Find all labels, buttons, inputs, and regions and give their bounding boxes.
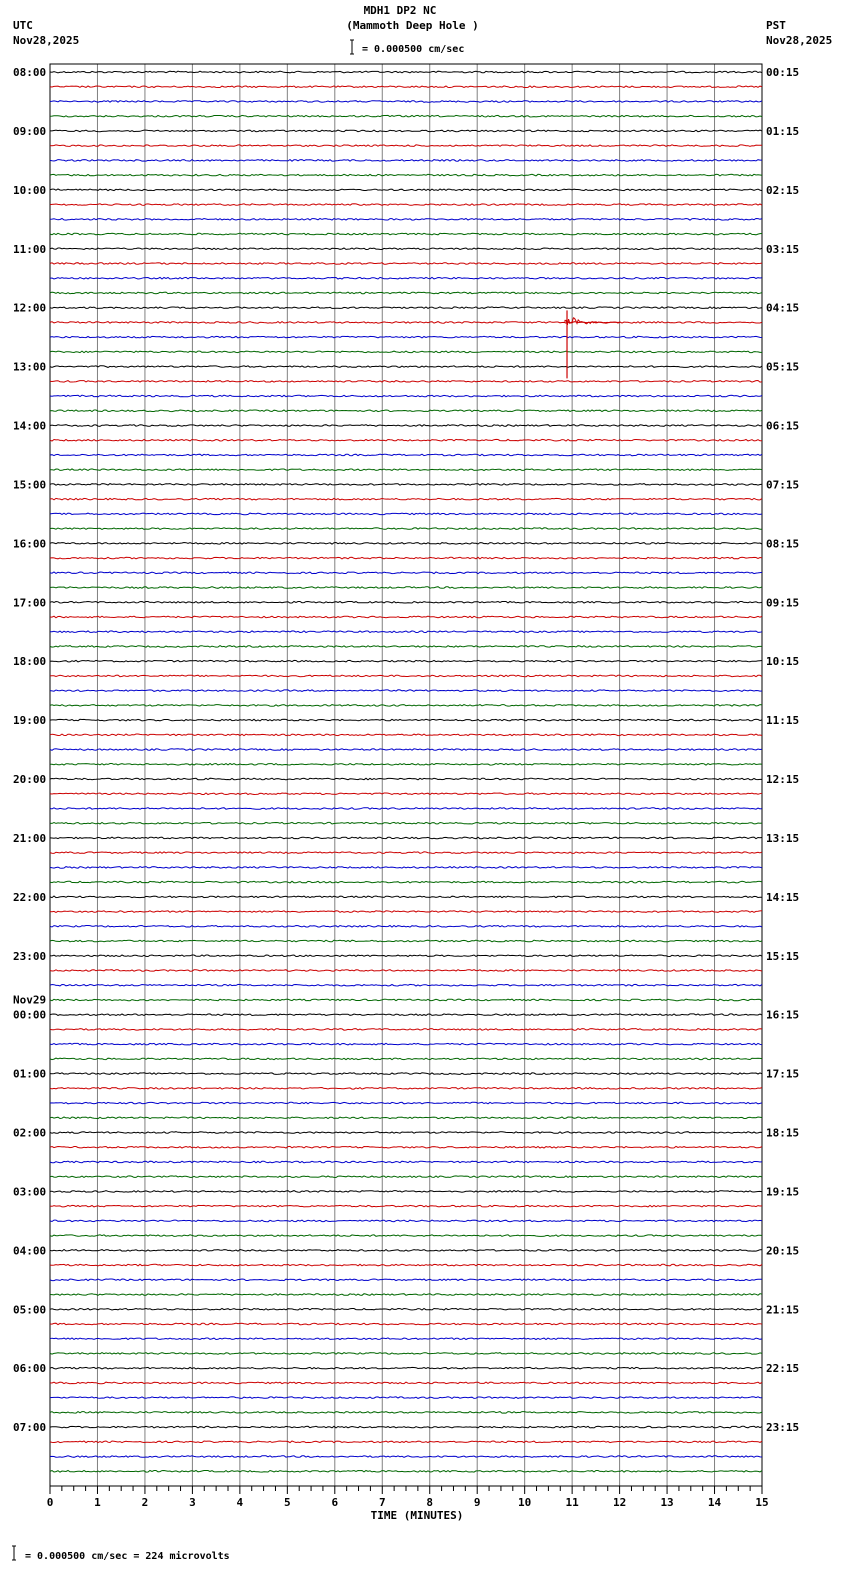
utc-hour-label: 19:00 [13,714,47,728]
utc-hour-label: 17:00 [13,596,47,610]
seismic-trace [50,366,762,368]
seismic-trace [50,277,762,279]
pst-hour-label: 03:15 [766,242,800,256]
seismic-trace [50,1235,762,1237]
seismic-trace [50,1323,762,1325]
seismic-trace [50,1412,762,1414]
utc-hour-label: 06:00 [13,1362,47,1376]
utc-hour-label: 04:00 [13,1244,47,1258]
utc-hour-label: 23:00 [13,949,47,963]
seismic-trace [50,734,762,736]
right-date: Nov28,2025 [766,34,833,47]
seismic-trace [50,484,762,486]
seismic-trace [50,1043,762,1045]
utc-hour-label: 10:00 [13,183,47,197]
pst-hour-label: 15:15 [766,949,800,963]
right-timezone: PST [766,19,786,32]
utc-hour-label: 03:00 [13,1185,47,1199]
pst-hour-label: 09:15 [766,596,800,610]
seismic-trace [50,557,762,559]
seismic-trace [50,764,762,766]
pst-hour-label: 20:15 [766,1244,800,1258]
seismic-trace [50,793,762,795]
seismic-trace [50,145,762,147]
seismic-trace [50,1471,762,1473]
utc-hour-label: 21:00 [13,831,47,845]
utc-hour-label: 09:00 [13,124,47,138]
pst-hour-label: 00:15 [766,66,800,79]
utc-hour-label: 14:00 [13,419,47,433]
footer-scale-bar-icon [12,1546,16,1560]
seismic-trace [50,1279,762,1281]
seismic-trace [50,911,762,913]
grid [50,64,762,1486]
utc-hour-label: 11:00 [13,242,47,256]
x-tick-label: 11 [565,1496,579,1509]
seismic-trace [50,454,762,456]
x-tick-label: 3 [189,1496,196,1509]
pst-hour-label: 05:15 [766,360,800,374]
x-tick-label: 0 [46,1496,54,1509]
x-tick-label: 9 [473,1496,481,1509]
seismic-trace [50,1397,762,1399]
seismic-trace [50,233,762,235]
seismic-trace [50,528,762,530]
pst-hour-label: 17:15 [766,1067,800,1081]
seismic-trace [50,322,762,324]
seismic-trace [50,101,762,103]
utc-hour-label: 22:00 [13,890,47,904]
seismic-trace [50,867,762,869]
footer-scale-label: = 0.000500 cm/sec = 224 microvolts [25,1551,230,1562]
seismic-trace [50,513,762,515]
seismic-trace [50,469,762,471]
pst-hour-label: 02:15 [766,183,800,197]
location-title: (Mammoth Deep Hole ) [346,19,479,32]
station-title: MDH1 DP2 NC [363,4,437,17]
x-tick-label: 4 [236,1496,244,1509]
seismic-trace [50,749,762,751]
pst-hour-label: 06:15 [766,419,800,433]
utc-hour-label: 07:00 [13,1421,47,1435]
seismic-trace [50,837,762,839]
pst-hour-label: 08:15 [766,537,800,551]
seismic-trace [50,336,762,338]
seismic-trace [50,999,762,1001]
scale-bar-icon [12,40,354,1560]
utc-hour-label: 12:00 [13,301,47,315]
utc-hour-label: 13:00 [13,360,47,374]
x-tick-label: 2 [141,1496,149,1509]
utc-hour-label: 02:00 [13,1126,47,1140]
pst-hour-label: 04:15 [766,301,800,315]
seismic-trace [50,1102,762,1104]
plot-frame [50,64,762,1486]
seismic-trace [50,616,762,618]
event-waveform [565,318,620,325]
seismic-trace [50,1029,762,1031]
x-tick-label: 1 [94,1496,101,1509]
seismic-trace [50,778,762,780]
seismic-trace [50,1294,762,1296]
seismic-trace [50,1353,762,1355]
pst-hour-label: 01:15 [766,124,800,138]
seismic-trace [50,425,762,427]
pst-hour-label: 11:15 [766,714,800,728]
seismic-trace [50,896,762,898]
seismic-trace [50,970,762,972]
x-axis-label: TIME (MINUTES) [370,1509,464,1522]
trace-group [50,71,762,1472]
seismic-trace [50,1367,762,1369]
seismic-trace [50,381,762,383]
left-date: Nov28,2025 [13,34,80,47]
seismic-trace [50,1014,762,1016]
pst-hour-label: 16:15 [766,1008,800,1022]
x-tick-label: 13 [660,1496,674,1509]
seismic-trace [50,926,762,928]
seismic-trace [50,1264,762,1266]
seismic-trace [50,86,762,88]
seismic-trace [50,1146,762,1148]
utc-hour-label: 16:00 [13,537,47,551]
seismic-trace [50,543,762,545]
seismic-trace [50,1117,762,1119]
seismic-trace [50,71,762,73]
seismic-trace [50,1250,762,1252]
utc-hour-label: 15:00 [13,478,47,492]
seismic-trace [50,602,762,604]
seismic-trace [50,292,762,294]
seismic-trace [50,1220,762,1222]
seismic-trace [50,1161,762,1163]
seismic-trace [50,822,762,824]
seismic-trace [50,808,762,810]
pst-hour-label: 12:15 [766,773,800,786]
header-scale-bar-icon [350,40,354,54]
seismic-trace [50,1176,762,1178]
pst-hour-label: 19:15 [766,1185,800,1199]
seismic-trace [50,160,762,162]
x-tick-label: 5 [284,1496,291,1509]
x-tick-label: 6 [331,1496,339,1509]
seismic-trace [50,572,762,574]
seismic-trace [50,263,762,265]
seismic-trace [50,204,762,206]
x-axis [47,1486,769,1522]
seismic-trace [50,189,762,191]
pst-hour-label: 07:15 [766,478,800,492]
seismic-trace [50,1073,762,1075]
seismic-trace [50,130,762,132]
seismic-trace [50,1132,762,1134]
seismic-trace [50,1058,762,1060]
utc-hour-label: 08:00 [13,66,47,79]
seismic-trace [50,631,762,633]
seismic-trace [50,1309,762,1311]
pst-hour-label: 14:15 [766,890,800,904]
seismic-trace [50,1191,762,1193]
seismic-trace [50,1382,762,1384]
seismic-trace [50,881,762,883]
x-tick-label: 7 [378,1496,386,1509]
utc-hour-label: 20:00 [13,773,47,786]
pst-hour-label: 18:15 [766,1126,800,1140]
seismic-trace [50,115,762,117]
seismic-trace [50,351,762,353]
date-change-label: Nov29 [13,993,47,1007]
utc-hour-label: 18:00 [13,655,47,669]
x-tick-label: 8 [426,1496,434,1509]
seismic-trace [50,719,762,721]
seismic-trace [50,587,762,589]
seismic-trace [50,705,762,707]
x-tick-label: 15 [755,1496,769,1509]
seismic-trace [50,307,762,309]
seismic-trace [50,852,762,854]
seismic-trace [50,984,762,986]
seismic-trace [50,940,762,942]
seismic-trace [50,219,762,221]
seismic-trace [50,1338,762,1340]
pst-hour-label: 21:15 [766,1303,800,1317]
seismic-trace [50,646,762,648]
seismic-trace [50,1426,762,1428]
x-tick-label: 10 [518,1496,532,1509]
seismic-trace [50,174,762,176]
utc-hour-label: 00:00 [13,1008,47,1022]
x-tick-label: 12 [612,1496,627,1509]
seismic-trace [50,248,762,250]
seismic-trace [50,690,762,692]
scale-label: = 0.000500 cm/sec [362,44,465,55]
seismic-trace [50,1441,762,1443]
utc-hour-label: 05:00 [13,1303,47,1317]
seismic-trace [50,395,762,397]
seismic-trace [50,410,762,412]
seismic-trace [50,660,762,662]
pst-hour-label: 13:15 [766,831,800,845]
left-timezone: UTC [13,19,33,32]
seismic-trace [50,675,762,677]
x-tick-label: 14 [707,1496,722,1509]
utc-hour-label: 01:00 [13,1067,47,1081]
pst-hour-label: 10:15 [766,655,800,669]
seismic-trace [50,1088,762,1090]
seismic-trace [50,439,762,441]
pst-hour-label: 22:15 [766,1362,800,1376]
pst-hour-label: 23:15 [766,1421,800,1435]
seismic-trace [50,1205,762,1207]
seismic-trace [50,955,762,957]
seismic-trace [50,1456,762,1458]
seismic-trace [50,498,762,500]
